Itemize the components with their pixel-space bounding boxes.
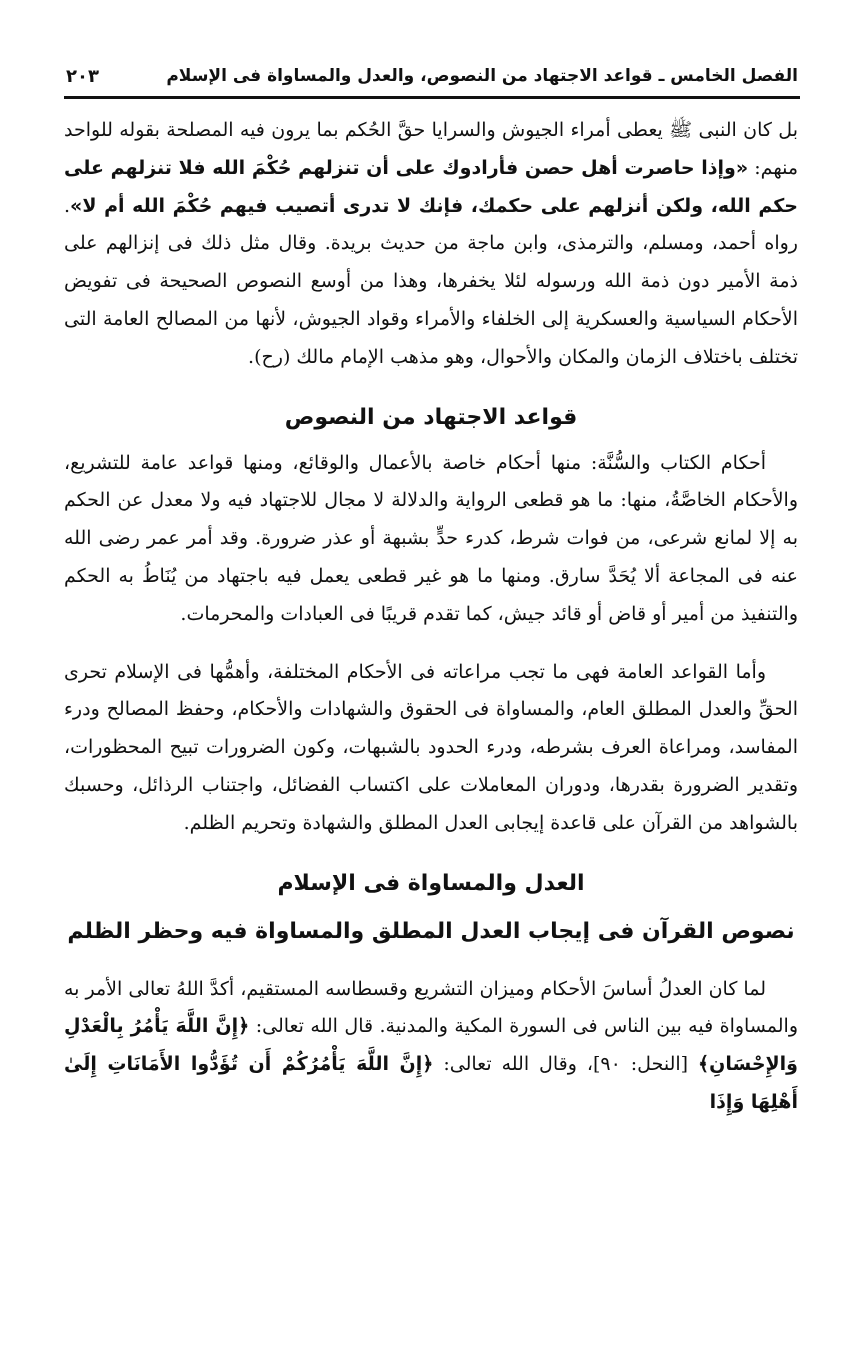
section-subheading: نصوص القرآن فى إيجاب العدل المطلق والمساواة فيه وحظر الظلم [67, 918, 795, 944]
section-heading: العدل والمساواة فى الإسلام [277, 870, 585, 896]
text-run: بل كان النبى ﷺ يعطى أمراء الجيوش والسرايا حقَّ الحُكم بما يرون فيه المصلحة بقوله للواحد منهم: [64, 119, 798, 179]
text-run: لما كان العدلُ أساسَ الأحكام وميزان التشريع وقسطاسه المستقيم، أكدَّ اللهُ تعالى الأمر به والمساواة فيه بين الناس فى السورة المكية والمدنية. قال الله تعالى: [64, 977, 798, 1038]
page-body [64, 112, 798, 1142]
paragraph: أحكام الكتاب والسُّنَّة: منها أحكام خاصة بالأعمال والوقائع، ومنها قواعد عامة للتشريع، والأحكام الخاصَّةُ، منها: ما هو قطعى الرواية والدلالة لا مجال للاجتهاد فيه ولا معدل عن الحكم به إلا لمانع شرعى، من فوات شرط، كدرء حدٍّ بشبهة أو عذر ضرورة. وقد أمر عمر رضى الله عنه فى المجاعة ألا يُحَدَّ سارق. ومنها ما هو غير قطعى يعمل فيه باجتهاد من يُنَاطُ به الحكم والتنفيذ من أمير أو قاض أو قائد جيش، كما تقدم قريبًا فى العبادات والمحرمات. [64, 451, 798, 625]
quran-verse: ﴿إِنَّ اللَّهَ يَأْمُرُكُمْ أَن تُؤَدُّوا الأَمَانَاتِ إِلَىٰ أَهْلِهَا وَإِذَا [64, 1053, 798, 1113]
paragraph [64, 112, 798, 377]
hadith-quote: «وإذا حاصرت أهل حصن فأرادوك على أن تنزلهم حُكْمَ الله فلا تنزلهم على حكم الله، ولكن أنزلهم على حكمك، فإنك لا تدرى أتصيب فيهم حُكْمَ الله أم لا» [64, 156, 798, 217]
paragraph [64, 971, 798, 1122]
text-run: . رواه أحمد، ومسلم، والترمذى، وابن ماجة من حديث بريدة. وقال مثل ذلك فى إنزالهم على ذمة الأمير دون ذمة الله ورسوله لئلا يخفرها، وهذا من أوسع النصوص الصحيحة فى تفويض الأحكام السياسية والعسكرية إلى الخلفاء والأمراء وقواد الجيوش، لأنها من المصالح العامة التى تختلف باختلاف الزمان والمكان والأحوال، وهو مذهب الإمام مالك (رح). [64, 194, 798, 368]
section-heading: قواعد الاجتهاد من النصوص [284, 404, 578, 430]
paragraph: وأما القواعد العامة فهى ما تجب مراعاته فى الأحكام المختلفة، وأهمُّها فى الإسلام تحرى الحقِّ والعدل المطلق العام، والمساواة فى الحقوق والشهادات والأحكام، وحفظ المصالح ودرء المفاسد، ومراعاة العرف بشرطه، ودرء الحدود بالشبهات، وكون الضرورات تبيح المحظورات، وتقدير الضرورة بقدرها، ودوران المعاملات على اكتساب الفضائل، واجتناب الرذائل، وحسبك بالشواهد من القرآن على قاعدة إيجابى العدل المطلق والشهادة وتحريم الظلم. [64, 660, 798, 834]
header-rule [64, 96, 800, 99]
quran-verse: ﴿إِنَّ اللَّهَ يَأْمُرُ بِالْعَدْلِ وَالإِحْسَانِ﴾ [64, 1015, 798, 1076]
running-head: الفصل الخامس ـ قواعد الاجتهاد من النصوص، والعدل والمساواة فى الإسلام [166, 66, 798, 86]
page-number: ٢٠٣ [66, 65, 99, 87]
text-run: [النحل: ٩٠]، وقال الله تعالى: [433, 1053, 698, 1076]
page-header [66, 58, 798, 94]
